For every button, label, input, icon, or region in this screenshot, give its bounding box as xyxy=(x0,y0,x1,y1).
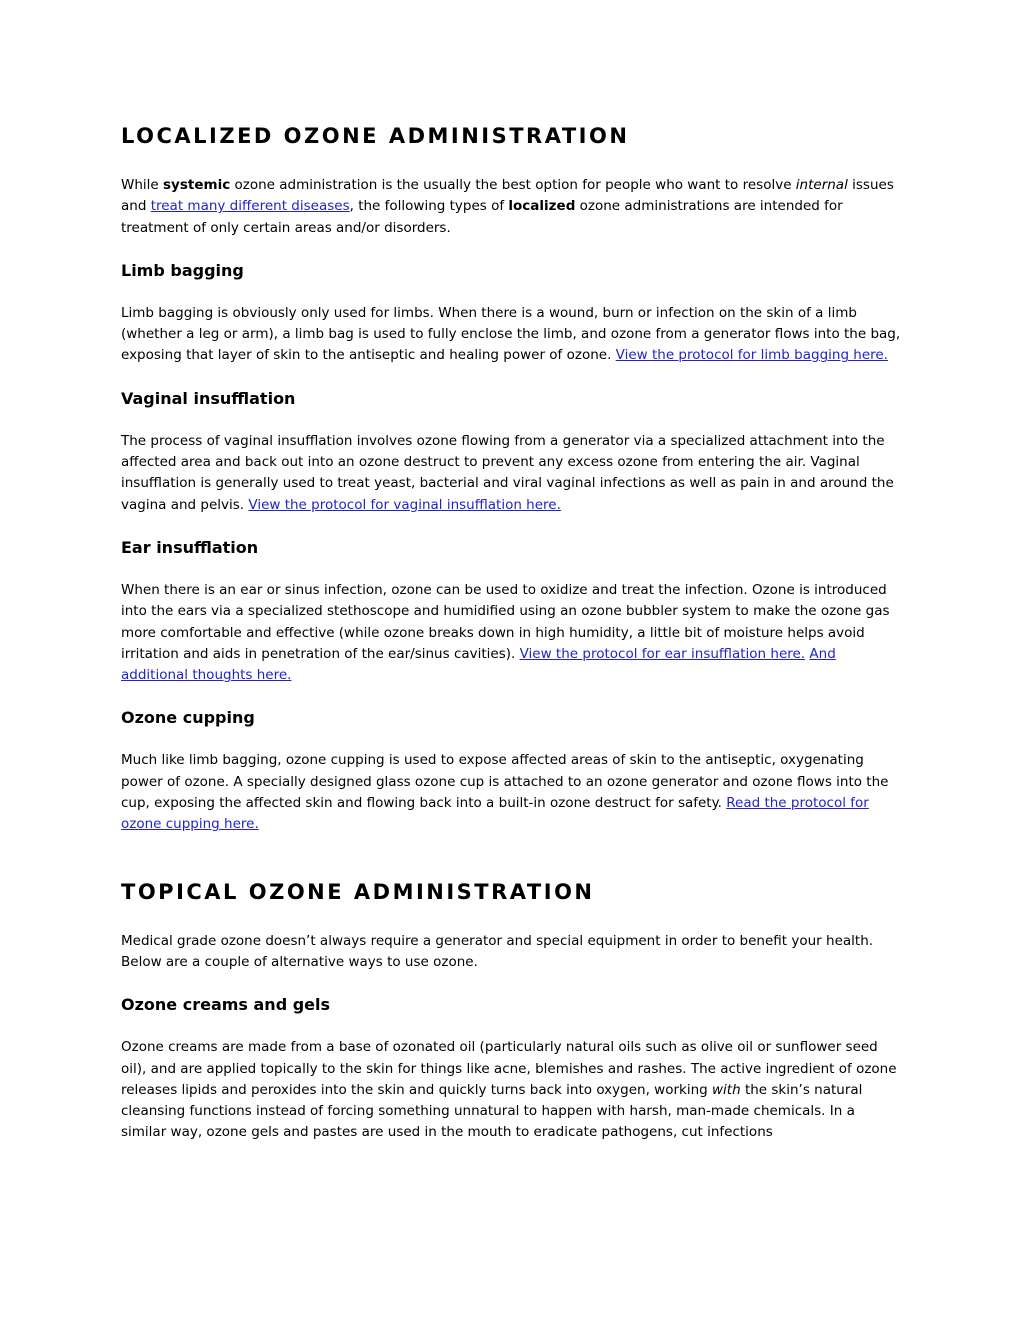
ozone-cupping-paragraph xyxy=(121,750,903,835)
intro-text: While xyxy=(121,177,164,193)
heading-limb-bagging: Limb bagging xyxy=(121,260,244,280)
heading-ear-insufflation: Ear insufflation xyxy=(121,537,259,557)
section-title-localized: LOCALIZED OZONE ADMINISTRATION xyxy=(121,124,630,148)
limb-bagging-protocol-link[interactable]: View the protocol for limb bagging here. xyxy=(615,347,889,364)
intro-text: issues and xyxy=(121,177,894,215)
intro-bold-systemic: systemic xyxy=(163,177,231,193)
ozone-cupping-protocol-link[interactable]: Read the protocol for ozone cupping here. xyxy=(121,795,869,833)
limb-bagging-text: Limb bagging is obviously only used for limbs. When there is a wound, burn or infection on the skin of a limb (whether a leg or arm), a limb bag is used to fully enclose the limb, and ozone from a generator flows into the bag, exposing that layer of skin to the antiseptic and healing power of ozone. xyxy=(121,304,901,364)
limb-bagging-paragraph xyxy=(121,303,903,367)
ozone-creams-italic-with: with xyxy=(712,1081,741,1098)
ozone-creams-paragraph xyxy=(121,1037,903,1143)
topical-intro-paragraph: Medical grade ozone doesn’t always require a generator and special equipment in order to benefit your health. Below are a couple of alternative ways to use ozone. xyxy=(121,932,874,970)
vaginal-insufflation-text: The process of vaginal insufflation involves ozone flowing from a generator via a specialized attachment into the affected area and back out into an ozone destruct to prevent any excess ozone from entering the air. Vaginal insufflation is generally used to treat yeast, bacterial and viral vaginal infections as well as pain in and around the vagina and pelvis. xyxy=(121,432,894,513)
ozone-creams-text: the skin’s natural cleansing functions instead of forcing something unnatural to happen with harsh, man-made chemicals. In a similar way, ozone gels and pastes are used in the mouth to eradicate pathogens, cut infections xyxy=(121,1081,863,1141)
intro-text: , the following types of xyxy=(349,198,509,215)
ear-insufflation-protocol-link[interactable]: View the protocol for ear insufflation here. xyxy=(519,645,806,662)
heading-ozone-cupping: Ozone cupping xyxy=(121,708,255,728)
section-title-topical: TOPICAL OZONE ADMINISTRATION xyxy=(121,879,595,904)
vaginal-insufflation-paragraph xyxy=(121,431,903,516)
intro-italic-internal: internal xyxy=(795,177,848,193)
treat-diseases-link[interactable]: treat many different diseases xyxy=(150,198,350,215)
intro-bold-localized: localized xyxy=(508,198,576,215)
ozone-creams-text: Ozone creams are made from a base of ozonated oil (particularly natural oils such as olive oil or sunflower seed oil), and are applied topically to the skin for things like acne, blemishes and rashes. The active ingredient of ozone releases lipids and peroxides into the skin and quickly turns back into oxygen, working xyxy=(121,1039,897,1098)
document-page xyxy=(121,118,903,1164)
ear-insufflation-paragraph xyxy=(121,580,903,686)
ear-insufflation-text: When there is an ear or sinus infection, ozone can be used to oxidize and treat the infection. Ozone is introduced into the ears via a specialized stethoscope and humidified using an ozone bubbler system to make the ozone gas more comfortable and effective (while ozone breaks down in high humidity, a little bit of moisture helps avoid irritation and aids in penetration of the ear/sinus cavities). xyxy=(121,581,890,662)
intro-text: ozone administration is the usually the best option for people who want to resolve xyxy=(230,177,796,193)
ozone-cupping-text: Much like limb bagging, ozone cupping is used to expose affected areas of skin to the antiseptic, oxygenating power of ozone. A specially designed glass ozone cup is attached to an ozone generator and ozone flows into the cup, exposing the affected skin and flowing back into a built-in ozone destruct for safety. xyxy=(121,752,889,812)
intro-paragraph xyxy=(121,175,903,239)
heading-ozone-creams: Ozone creams and gels xyxy=(121,995,331,1015)
vaginal-insufflation-protocol-link[interactable]: View the protocol for vaginal insufflation here. xyxy=(248,496,561,513)
intro-text: ozone administrations are intended for treatment of only certain areas and/or disorders. xyxy=(121,198,843,236)
heading-vaginal-insufflation: Vaginal insufflation xyxy=(121,388,296,408)
ear-additional-thoughts-link[interactable]: And additional thoughts here. xyxy=(121,645,836,684)
